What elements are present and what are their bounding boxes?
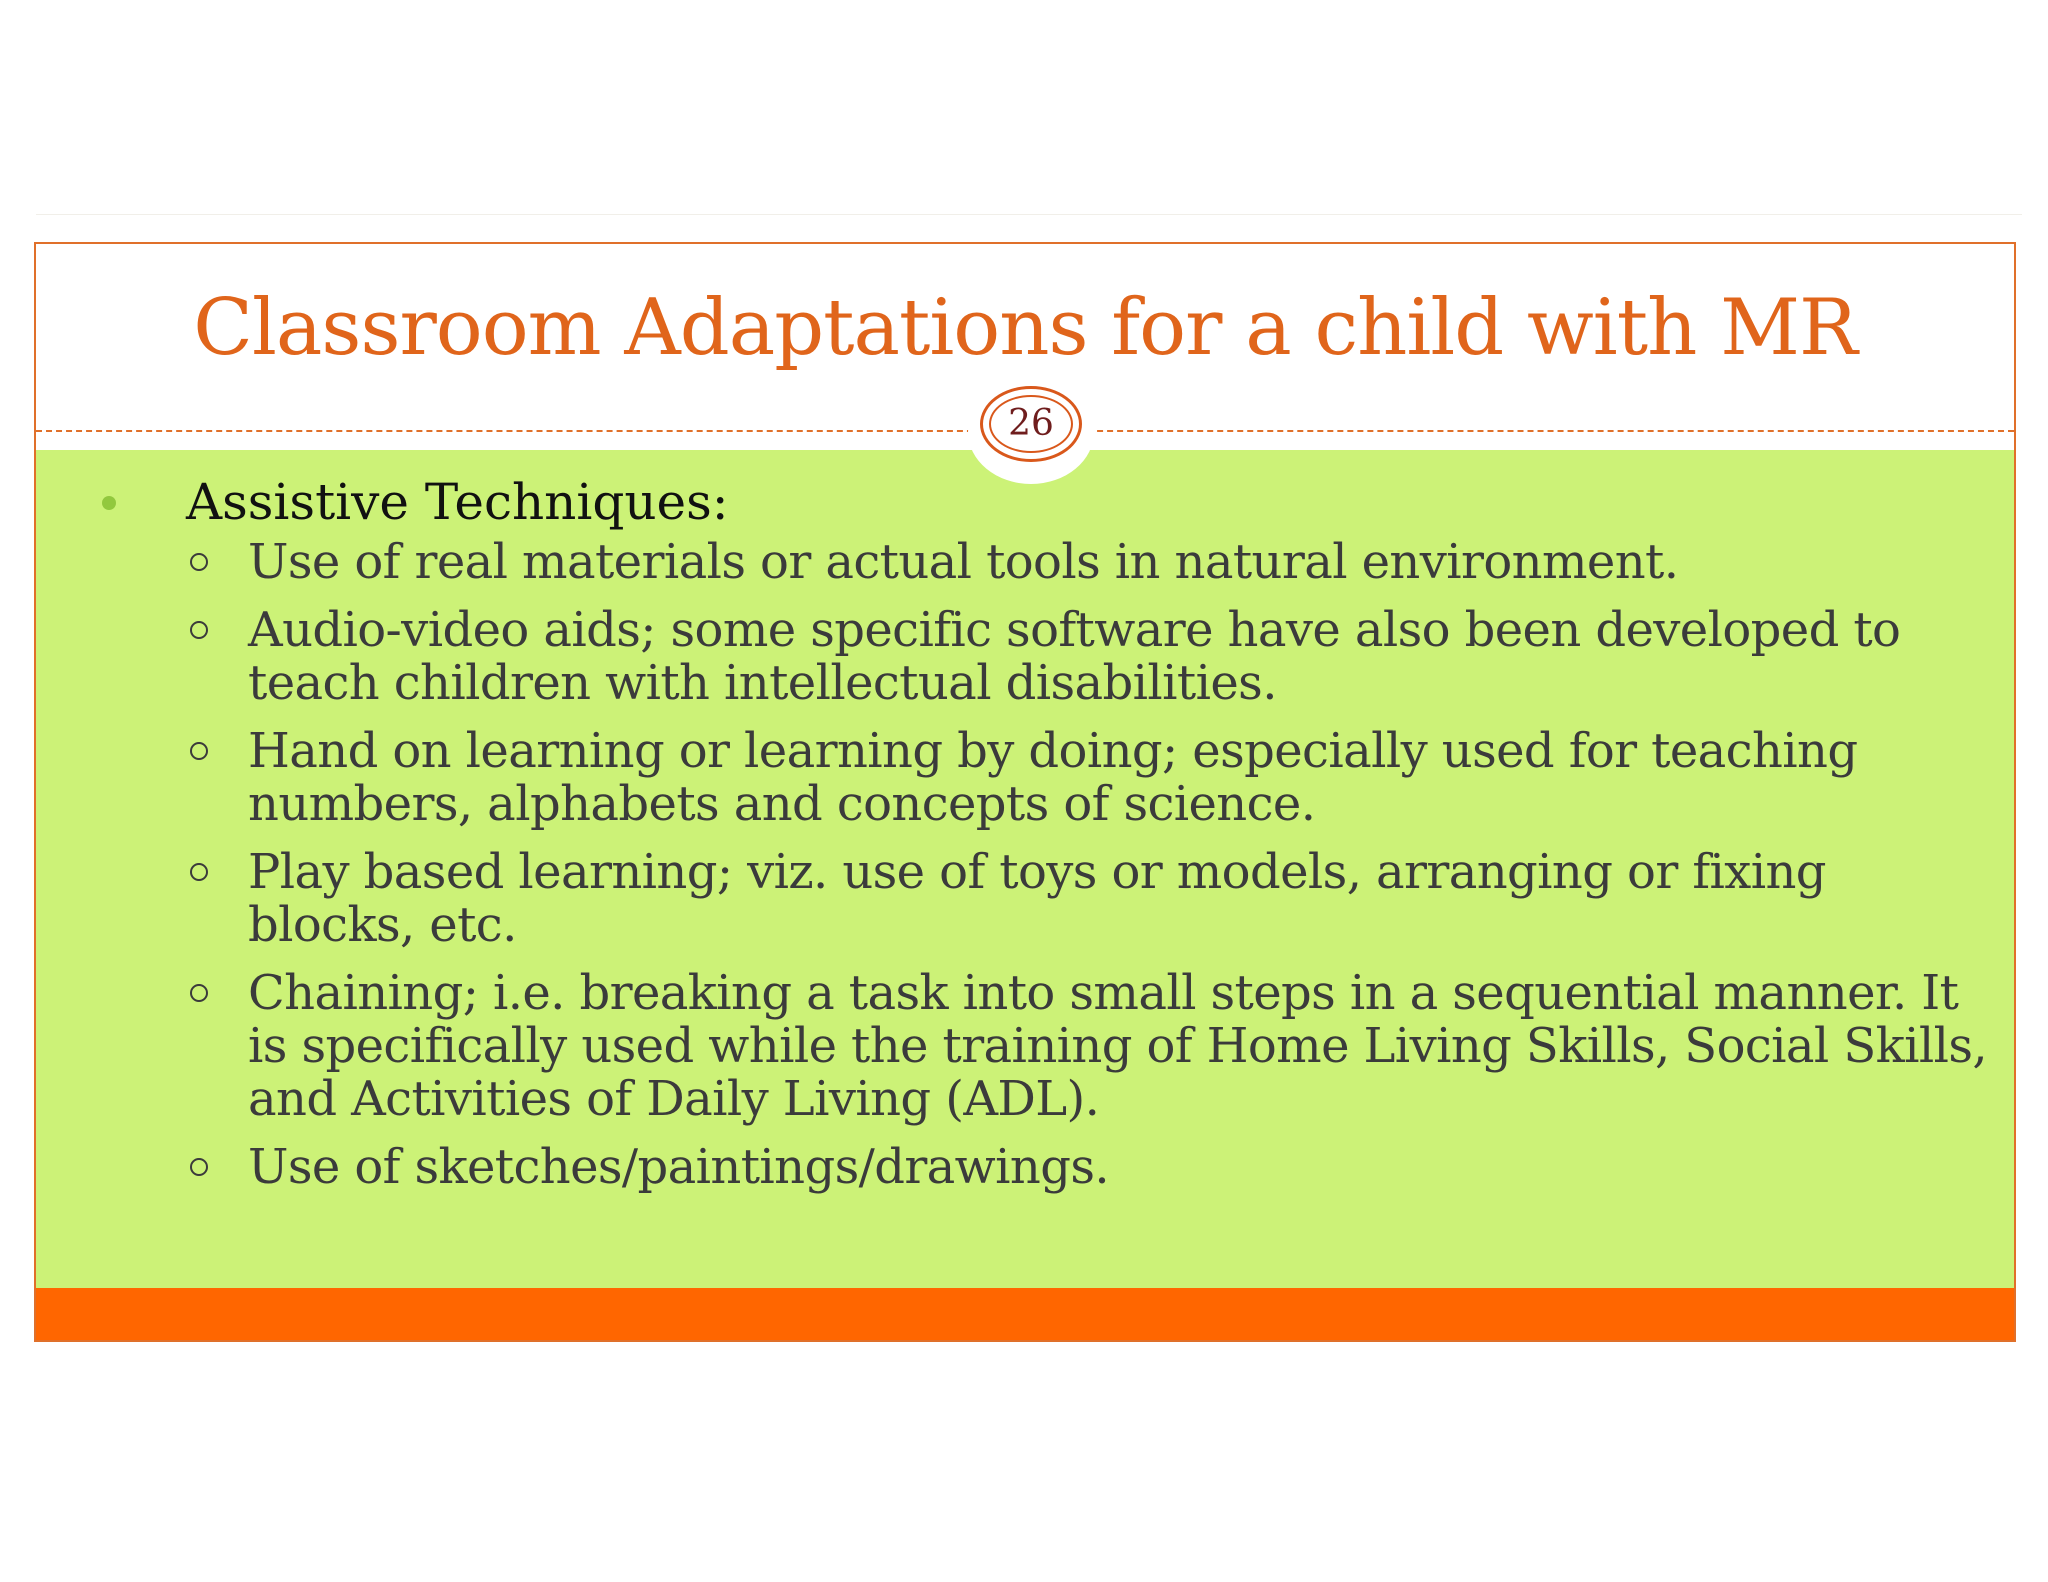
- page-number-ring-outer: [980, 386, 1082, 462]
- hollow-circle-bullet-icon: [190, 621, 208, 639]
- hollow-circle-bullet-icon: [190, 1158, 208, 1176]
- slide: [34, 242, 2016, 1342]
- list-item-line: Chaining; i.e. breaking a task into small steps in a sequential manner. It: [248, 965, 1959, 1021]
- list-item: [90, 967, 1990, 1126]
- page-number-badge: [968, 380, 1094, 484]
- list-item-line: Use of sketches/paintings/drawings.: [248, 1139, 1110, 1195]
- hollow-circle-bullet-icon: [190, 742, 208, 760]
- list-item-line: Use of real materials or actual tools in natural environment.: [248, 534, 1679, 590]
- slide-content: [90, 472, 1990, 1209]
- page-number-ring-inner: [989, 395, 1073, 453]
- list-item-line: is specifically used while the training of Home Living Skills, Social Skills,: [248, 1018, 1988, 1074]
- bullet-heading-text: Assistive Techniques:: [186, 473, 729, 531]
- slide-title: Classroom Adaptations for a child with MR: [193, 283, 1857, 373]
- list-item: [90, 725, 1990, 831]
- list-item-line: teach children with intellectual disabilities.: [248, 655, 1277, 711]
- page-number: 26: [1008, 403, 1054, 444]
- list-item-line: Audio-video aids; some specific software have also been developed to: [248, 602, 1901, 658]
- bullet-dot-icon: [102, 496, 116, 510]
- hollow-circle-bullet-icon: [190, 863, 208, 881]
- sub-bullet-list: [90, 536, 1990, 1194]
- list-item-line: blocks, etc.: [248, 897, 517, 953]
- list-item: [90, 604, 1990, 710]
- list-item: [90, 536, 1990, 589]
- bullet-heading: [90, 472, 1990, 532]
- top-hairline: [36, 214, 2022, 215]
- hollow-circle-bullet-icon: [190, 553, 208, 571]
- list-item-line: Hand on learning or learning by doing; especially used for teaching: [248, 723, 1858, 779]
- list-item: [90, 1141, 1990, 1194]
- list-item-line: Play based learning; viz. use of toys or models, arranging or fixing: [248, 844, 1826, 900]
- list-item-line: and Activities of Daily Living (ADL).: [248, 1071, 1100, 1127]
- footer-bar: [36, 1288, 2014, 1340]
- list-item: [90, 846, 1990, 952]
- list-item-line: numbers, alphabets and concepts of science.: [248, 776, 1316, 832]
- hollow-circle-bullet-icon: [190, 984, 208, 1002]
